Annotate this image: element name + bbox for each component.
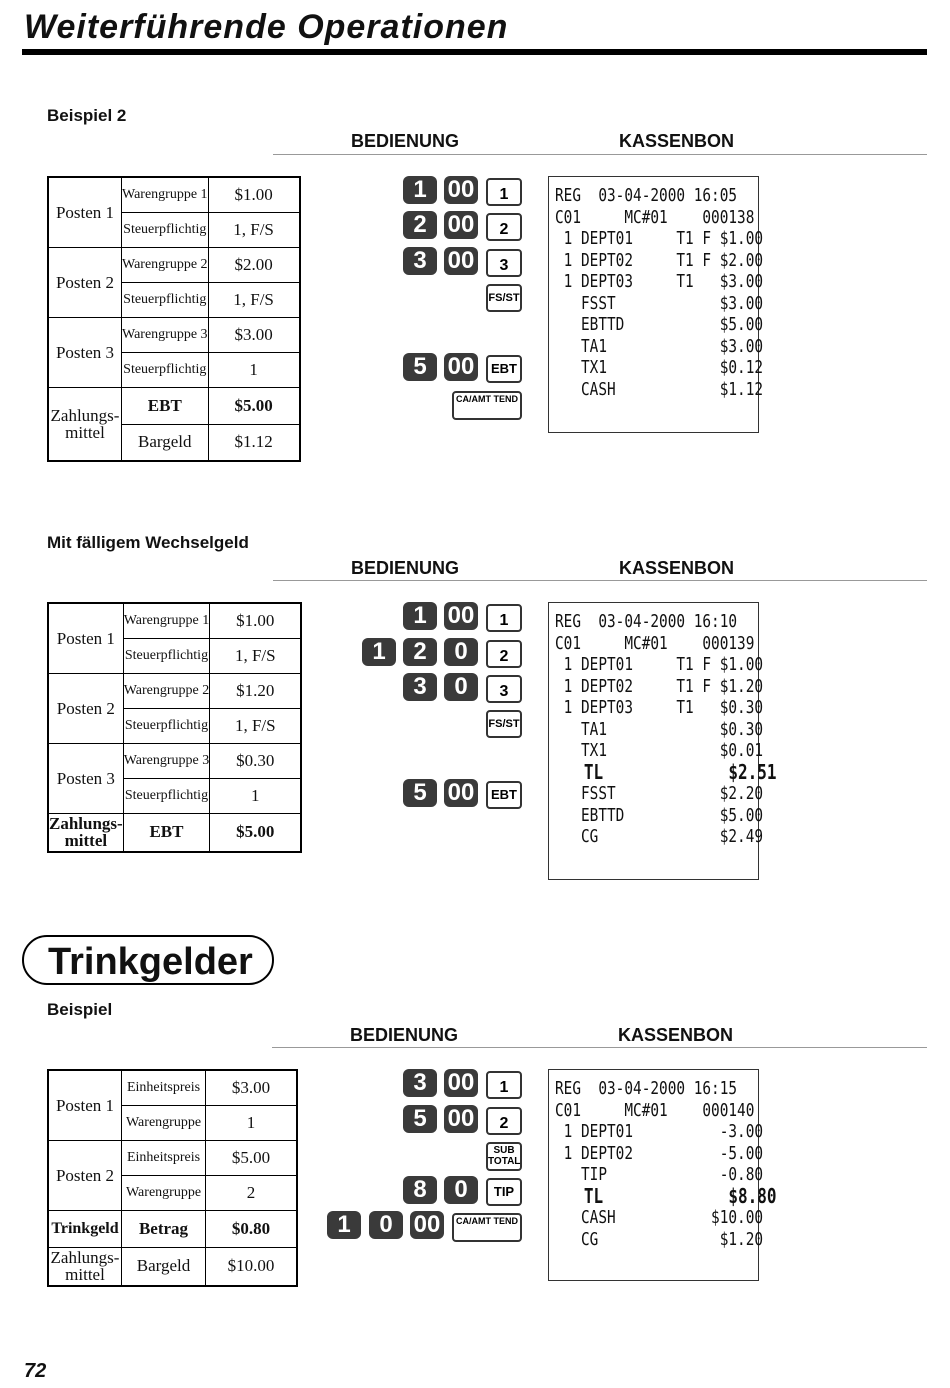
receipt-line: TX1 $0.01 bbox=[555, 740, 764, 761]
table-cell: 1, F/S bbox=[210, 708, 302, 743]
divider-line bbox=[273, 580, 927, 581]
receipt-line: C01 MC#01 000139 bbox=[555, 632, 755, 654]
table-cell: Steuerpflichtig bbox=[122, 282, 209, 317]
numeric-key[interactable]: 1 bbox=[403, 176, 437, 204]
receipt-line: EBTTD $5.00 bbox=[555, 314, 764, 335]
table-cell: $0.30 bbox=[210, 743, 302, 778]
title-rule bbox=[22, 49, 927, 55]
receipt-line: FSST $3.00 bbox=[555, 292, 764, 314]
numeric-key[interactable]: 00 bbox=[444, 353, 478, 381]
numeric-key[interactable]: 00 bbox=[444, 602, 478, 630]
table-cell: Bargeld bbox=[122, 1247, 206, 1286]
table-cell: 1, F/S bbox=[210, 638, 302, 673]
receipt-line: 1 DEPT03 T1 $0.30 bbox=[555, 697, 764, 718]
divider-line bbox=[272, 1047, 927, 1048]
fs-st-key[interactable]: FS/ST bbox=[486, 710, 522, 738]
table-cell: EBT bbox=[122, 387, 209, 424]
numeric-key[interactable]: 00 bbox=[444, 1069, 478, 1097]
receipt-line: REG 03-04-2000 16:10 bbox=[555, 611, 738, 632]
table-cell: Warengruppe 2 bbox=[123, 673, 210, 708]
section-heading-tips: Trinkgelder bbox=[22, 935, 274, 985]
table-cell: $2.00 bbox=[208, 247, 300, 282]
numeric-key[interactable]: 1 bbox=[362, 638, 396, 666]
subtotal-key[interactable]: SUB TOTAL bbox=[486, 1142, 522, 1171]
receipt-line: TA1 $0.30 bbox=[555, 718, 764, 740]
fs-st-key[interactable]: FS/ST bbox=[486, 284, 522, 312]
receipt-heading: KASSENBON bbox=[618, 1025, 734, 1045]
table-cell: 1 bbox=[208, 352, 300, 387]
table-cell: Betrag bbox=[122, 1210, 206, 1247]
table-cell: Bargeld bbox=[122, 424, 209, 461]
department-key[interactable]: 3 bbox=[486, 675, 522, 703]
numeric-key[interactable]: 00 bbox=[444, 211, 478, 239]
table-cell: $1.00 bbox=[210, 603, 302, 638]
receipt-line: 1 DEPT01 T1 F $1.00 bbox=[555, 654, 764, 675]
item-label: Posten 3 bbox=[48, 317, 122, 387]
table-cell: Steuerpflichtig bbox=[123, 778, 210, 813]
receipt-line: CASH $10.00 bbox=[555, 1207, 764, 1228]
table-cell: $3.00 bbox=[208, 317, 300, 352]
numeric-key[interactable]: 1 bbox=[403, 602, 437, 630]
receipt-line: 1 DEPT03 T1 $3.00 bbox=[555, 271, 764, 292]
department-key[interactable]: 1 bbox=[486, 1071, 522, 1099]
table-cell: Einheitspreis bbox=[122, 1070, 206, 1105]
numeric-key[interactable]: 2 bbox=[403, 638, 437, 666]
receipt-line: EBTTD $5.00 bbox=[555, 804, 764, 826]
section-label-change: Mit fälligem Wechselgeld bbox=[47, 533, 249, 552]
department-key[interactable]: 1 bbox=[486, 604, 522, 632]
numeric-key[interactable]: 00 bbox=[410, 1211, 444, 1239]
table-cell: $1.00 bbox=[208, 177, 300, 212]
spec-table-change bbox=[47, 602, 302, 853]
numeric-key[interactable]: 00 bbox=[444, 779, 478, 807]
operation-heading: BEDIENUNG bbox=[350, 1025, 459, 1045]
table-cell: Steuerpflichtig bbox=[122, 212, 209, 247]
department-key[interactable]: 2 bbox=[486, 640, 522, 668]
receipt-line: TX1 $0.12 bbox=[555, 357, 764, 378]
page-title: Weiterführende Operationen bbox=[24, 8, 509, 46]
table-cell: $5.00 bbox=[206, 1140, 298, 1175]
section-label-tips: Beispiel bbox=[47, 1000, 113, 1019]
item-label: Zahlungs-mittel bbox=[49, 814, 123, 851]
table-cell: $5.00 bbox=[208, 387, 300, 424]
numeric-key[interactable]: 00 bbox=[444, 176, 478, 204]
numeric-key[interactable]: 5 bbox=[403, 779, 437, 807]
divider-line bbox=[273, 154, 927, 155]
item-label: Posten 1 bbox=[48, 177, 122, 247]
receipt-line: CG $2.49 bbox=[555, 826, 764, 847]
table-cell: Steuerpflichtig bbox=[122, 352, 209, 387]
receipt-line: TA1 $3.00 bbox=[555, 335, 764, 357]
table-cell: 1, F/S bbox=[208, 282, 300, 317]
table-cell: Warengruppe 3 bbox=[122, 317, 209, 352]
numeric-key[interactable]: 1 bbox=[327, 1211, 361, 1239]
item-label: Posten 3 bbox=[48, 743, 123, 813]
department-key[interactable]: 2 bbox=[486, 213, 522, 241]
numeric-key[interactable]: 0 bbox=[444, 1176, 478, 1204]
table-cell: Warengruppe bbox=[122, 1175, 206, 1210]
receipt-line: REG 03-04-2000 16:05 bbox=[555, 185, 738, 206]
numeric-key[interactable]: 0 bbox=[444, 673, 478, 701]
receipt-line: TIP -0.80 bbox=[555, 1164, 764, 1185]
receipt-line: 1 DEPT01 T1 F $1.00 bbox=[555, 228, 764, 249]
table-cell: $10.00 bbox=[206, 1247, 298, 1286]
table-cell: $0.80 bbox=[206, 1210, 298, 1247]
receipt-total-line: TL $8.80 bbox=[555, 1183, 777, 1208]
department-key[interactable]: 3 bbox=[486, 249, 522, 277]
item-label: Zahlungs-mittel bbox=[48, 387, 122, 461]
ebt-key[interactable]: EBT bbox=[486, 355, 522, 383]
section-label-example2: Beispiel 2 bbox=[47, 106, 127, 125]
table-cell: EBT bbox=[123, 813, 210, 852]
receipt-change bbox=[548, 602, 777, 880]
numeric-key[interactable]: 3 bbox=[403, 673, 437, 701]
table-cell: Warengruppe bbox=[122, 1105, 206, 1140]
table-cell: Steuerpflichtig bbox=[123, 708, 210, 743]
numeric-key[interactable]: 0 bbox=[444, 638, 478, 666]
receipt-line: C01 MC#01 000138 bbox=[555, 206, 755, 228]
operation-heading: BEDIENUNG bbox=[351, 131, 460, 151]
receipt-tips bbox=[548, 1069, 777, 1281]
receipt-heading: KASSENBON bbox=[619, 131, 735, 151]
item-label: Trinkgeld bbox=[48, 1210, 122, 1247]
department-key[interactable]: 1 bbox=[486, 178, 522, 206]
table-cell: $5.00 bbox=[210, 813, 302, 852]
table-cell: Warengruppe 1 bbox=[123, 603, 210, 638]
department-key[interactable]: 2 bbox=[486, 1107, 522, 1135]
table-cell: Warengruppe 2 bbox=[122, 247, 209, 282]
receipt-line: 1 DEPT02 T1 F $2.00 bbox=[555, 249, 764, 271]
operation-heading: BEDIENUNG bbox=[351, 558, 460, 578]
item-label: Posten 1 bbox=[48, 1070, 122, 1140]
ca-amt-tend-key[interactable]: CA/AMT TEND bbox=[452, 391, 522, 420]
table-cell: 1, F/S bbox=[208, 212, 300, 247]
table-cell: Warengruppe 3 bbox=[123, 743, 210, 778]
ca-amt-tend-key[interactable]: CA/AMT TEND bbox=[452, 1213, 522, 1242]
numeric-key[interactable]: 5 bbox=[403, 353, 437, 381]
receipt-line: 1 DEPT02 T1 F $1.20 bbox=[555, 675, 764, 697]
item-label: Posten 2 bbox=[48, 247, 122, 317]
receipt-line: CASH $1.12 bbox=[555, 378, 764, 400]
numeric-key[interactable]: 00 bbox=[444, 1105, 478, 1133]
receipt-line: 1 DEPT01 -3.00 bbox=[555, 1121, 764, 1142]
receipt-line: REG 03-04-2000 16:15 bbox=[555, 1078, 738, 1099]
numeric-key[interactable]: 8 bbox=[403, 1176, 437, 1204]
receipt-example2 bbox=[548, 176, 764, 433]
spec-table-tips bbox=[47, 1069, 298, 1287]
table-cell: $3.00 bbox=[206, 1070, 298, 1105]
page-number: 72 bbox=[24, 1360, 47, 1382]
receipt-total-line: TL $2.51 bbox=[555, 759, 777, 784]
table-cell: 1 bbox=[210, 778, 302, 813]
ebt-key[interactable]: EBT bbox=[486, 781, 522, 809]
numeric-key[interactable]: 3 bbox=[403, 247, 437, 275]
tip-key[interactable]: TIP bbox=[486, 1178, 522, 1206]
table-cell: 2 bbox=[206, 1175, 298, 1210]
table-cell: Einheitspreis bbox=[122, 1140, 206, 1175]
table-cell: Steuerpflichtig bbox=[123, 638, 210, 673]
item-label: Posten 2 bbox=[48, 673, 123, 743]
receipt-heading: KASSENBON bbox=[619, 558, 735, 578]
table-cell: Warengruppe 1 bbox=[122, 177, 209, 212]
numeric-key[interactable]: 2 bbox=[403, 211, 437, 239]
numeric-key[interactable]: 00 bbox=[444, 247, 478, 275]
receipt-line: C01 MC#01 000140 bbox=[555, 1099, 755, 1121]
table-cell: 1 bbox=[206, 1105, 298, 1140]
item-label: Posten 1 bbox=[48, 603, 123, 673]
item-label: Posten 2 bbox=[48, 1140, 122, 1210]
numeric-key[interactable]: 0 bbox=[369, 1211, 403, 1239]
table-cell: $1.20 bbox=[210, 673, 302, 708]
receipt-line: FSST $2.20 bbox=[555, 783, 764, 804]
spec-table-example2 bbox=[47, 176, 301, 462]
numeric-key[interactable]: 5 bbox=[403, 1105, 437, 1133]
receipt-line: 1 DEPT02 -5.00 bbox=[555, 1142, 764, 1164]
numeric-key[interactable]: 3 bbox=[403, 1069, 437, 1097]
item-label: Zahlungs-mittel bbox=[48, 1247, 122, 1286]
table-cell: $1.12 bbox=[208, 424, 300, 461]
receipt-line: CG $1.20 bbox=[555, 1228, 764, 1250]
